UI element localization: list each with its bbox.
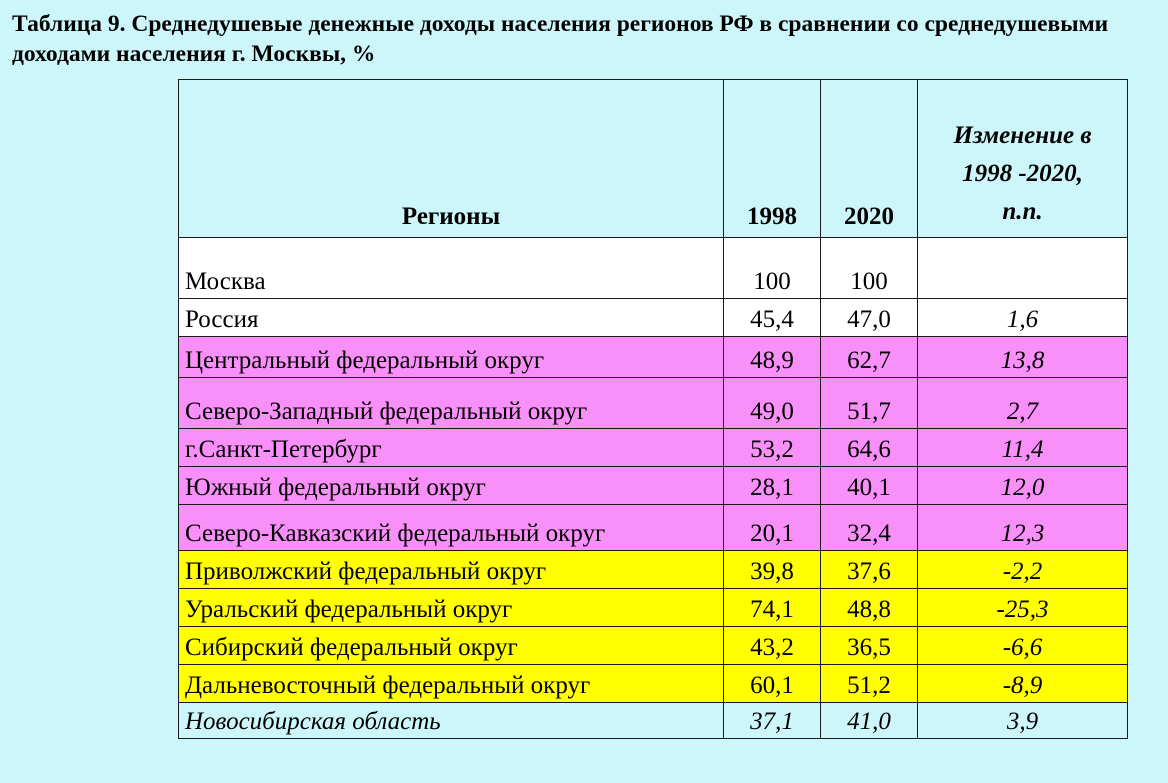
- change-cell: [918, 238, 1128, 299]
- change-cell: 2,7: [918, 378, 1128, 429]
- value-2020-cell: 36,5: [821, 627, 918, 665]
- value-2020-cell: 32,4: [821, 505, 918, 551]
- table-row: [179, 589, 1128, 627]
- region-name-cell: Сибирский федеральный округ: [179, 627, 724, 665]
- value-2020-cell: 100: [821, 238, 918, 299]
- value-2020-cell: 48,8: [821, 589, 918, 627]
- table-row: [179, 505, 1128, 551]
- change-cell: 12,0: [918, 467, 1128, 505]
- header-change-line1: Изменение в: [953, 122, 1092, 149]
- change-cell: 1,6: [918, 299, 1128, 337]
- value-2020-cell: 40,1: [821, 467, 918, 505]
- header-change: [918, 80, 1128, 238]
- value-1998-cell: 20,1: [724, 505, 821, 551]
- header-region: Регионы: [179, 80, 724, 238]
- change-cell: 3,9: [918, 703, 1128, 739]
- region-name-cell: Новосибирская область: [179, 703, 724, 739]
- header-2020: 2020: [821, 80, 918, 238]
- value-2020-cell: 37,6: [821, 551, 918, 589]
- table-row: [179, 378, 1128, 429]
- region-name-cell: Северо-Кавказский федеральный округ: [179, 505, 724, 551]
- table-row: [179, 337, 1128, 378]
- region-name-cell: Северо-Западный федеральный округ: [179, 378, 724, 429]
- table-header-row: [179, 80, 1128, 238]
- table-body: [179, 238, 1128, 739]
- table-row: [179, 627, 1128, 665]
- change-cell: 13,8: [918, 337, 1128, 378]
- value-1998-cell: 60,1: [724, 665, 821, 703]
- value-1998-cell: 37,1: [724, 703, 821, 739]
- region-name-cell: Дальневосточный федеральный округ: [179, 665, 724, 703]
- region-name-cell: Россия: [179, 299, 724, 337]
- table-row: [179, 665, 1128, 703]
- region-name-cell: г.Санкт-Петербург: [179, 429, 724, 467]
- region-name-cell: Приволжский федеральный округ: [179, 551, 724, 589]
- page-title: Таблица 9. Среднедушевые денежные доходы населения регионов РФ в сравнении со среднедушевыми доходами населения г. Москвы, %: [12, 11, 1109, 67]
- region-name-cell: Уральский федеральный округ: [179, 589, 724, 627]
- value-1998-cell: 48,9: [724, 337, 821, 378]
- value-2020-cell: 62,7: [821, 337, 918, 378]
- income-table: [178, 79, 1128, 739]
- value-2020-cell: 51,7: [821, 378, 918, 429]
- value-1998-cell: 45,4: [724, 299, 821, 337]
- value-2020-cell: 41,0: [821, 703, 918, 739]
- value-1998-cell: 39,8: [724, 551, 821, 589]
- header-change-line3: п.п.: [1002, 198, 1043, 225]
- table-row: [179, 703, 1128, 739]
- value-1998-cell: 74,1: [724, 589, 821, 627]
- change-cell: 12,3: [918, 505, 1128, 551]
- value-1998-cell: 53,2: [724, 429, 821, 467]
- value-2020-cell: 47,0: [821, 299, 918, 337]
- value-1998-cell: 43,2: [724, 627, 821, 665]
- table-row: [179, 299, 1128, 337]
- change-cell: 11,4: [918, 429, 1128, 467]
- value-1998-cell: 28,1: [724, 467, 821, 505]
- value-2020-cell: 64,6: [821, 429, 918, 467]
- change-cell: -2,2: [918, 551, 1128, 589]
- table-row: [179, 467, 1128, 505]
- change-cell: -25,3: [918, 589, 1128, 627]
- region-name-cell: Центральный федеральный округ: [179, 337, 724, 378]
- header-1998: 1998: [724, 80, 821, 238]
- value-1998-cell: 100: [724, 238, 821, 299]
- value-1998-cell: 49,0: [724, 378, 821, 429]
- table-row: [179, 429, 1128, 467]
- value-2020-cell: 51,2: [821, 665, 918, 703]
- change-cell: -6,6: [918, 627, 1128, 665]
- region-name-cell: Южный федеральный округ: [179, 467, 724, 505]
- change-cell: -8,9: [918, 665, 1128, 703]
- region-name-cell: Москва: [179, 238, 724, 299]
- table-row: [179, 551, 1128, 589]
- table-row: [179, 238, 1128, 299]
- header-change-line2: 1998 -2020,: [962, 160, 1083, 187]
